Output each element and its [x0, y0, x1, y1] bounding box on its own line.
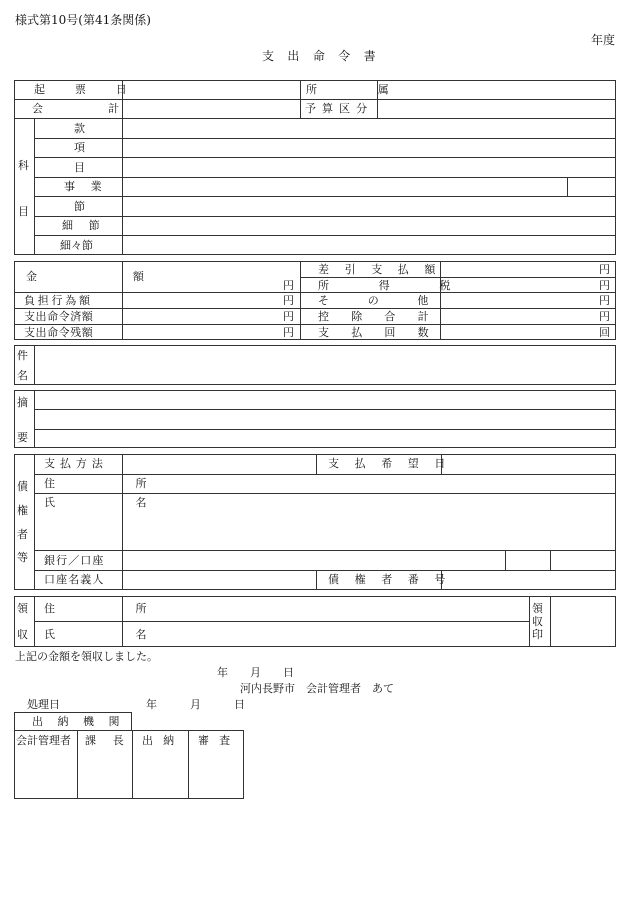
summary-box — [14, 390, 616, 448]
processing-date: 年 月 日 — [146, 698, 245, 711]
subject-mei: 名 — [17, 369, 28, 382]
saisetsu-label: 細 節 — [62, 219, 106, 232]
creditor-char-1: 債 — [17, 480, 28, 493]
setsu-label: 節 — [74, 200, 85, 213]
subject-box — [14, 345, 616, 385]
creditor-char-4: 等 — [17, 551, 28, 564]
accounting-label: 会 計 — [32, 102, 150, 115]
income-tax-label: 所 得 税 — [318, 279, 474, 292]
creditor-name-label: 氏 名 — [44, 496, 185, 509]
section-chief-label: 課 長 — [85, 734, 131, 747]
department-label: 所 属 — [306, 83, 418, 96]
net-payment-yen: 円 — [599, 263, 610, 276]
creditor-char-2: 権 — [17, 504, 28, 517]
draft-date-label: 起 票 日 — [34, 83, 140, 96]
subject-ken: 件 — [17, 349, 28, 362]
receipt-name-label: 氏 名 — [44, 628, 185, 641]
receipt-ryou: 領 — [17, 602, 28, 615]
processing-date-label: 処理日 — [27, 698, 60, 711]
creditor-char-3: 者 — [17, 528, 28, 541]
payment-count-label: 支 払 回 数 — [318, 326, 438, 339]
payment-method-label: 支払方法 — [44, 457, 108, 470]
budget-category-label: 予算区分 — [305, 102, 374, 115]
deduction-total-label: 控 除 合 計 — [318, 310, 438, 323]
receipt-seal-1: 領 — [532, 602, 543, 615]
summary-teki: 摘 — [17, 396, 28, 409]
burden-amount-label: 負担行為額 — [24, 294, 93, 307]
payment-count-unit: 回 — [599, 326, 610, 339]
burden-amount-yen: 円 — [283, 294, 294, 307]
bank-account-label: 銀行／口座 — [44, 554, 105, 567]
addressee: 河内長野市 会計管理者 あて — [240, 682, 394, 695]
paid-order-amount-label: 支出命令済額 — [24, 310, 94, 323]
creditor-number-label: 債 権 者 番 号 — [328, 573, 452, 586]
received-date: 年 月 日 — [217, 666, 294, 679]
fiscal-year: 年度 — [591, 33, 616, 47]
remaining-order-amount-label: 支出命令残額 — [24, 326, 94, 339]
summary-you: 要 — [17, 431, 28, 444]
treasury-organ-label: 出 納 機 関 — [32, 715, 125, 728]
amount-yen: 円 — [283, 279, 294, 292]
audit-label: 審 査 — [198, 734, 234, 747]
receipt-seal-3: 印 — [532, 628, 543, 641]
creditor-address-label: 住 所 — [44, 477, 185, 490]
desired-payment-date-label: 支 払 希 望 日 — [328, 457, 452, 470]
receipt-seal-2: 収 — [532, 615, 543, 628]
accounting-manager-label: 会計管理者 — [16, 734, 71, 747]
saisaisetsu-label: 細々節 — [60, 239, 93, 252]
received-statement: 上記の金額を領収しました。 — [15, 650, 158, 663]
remaining-order-amount-yen: 円 — [283, 326, 294, 339]
income-tax-yen: 円 — [599, 279, 610, 292]
jigyou-label: 事 業 — [64, 180, 108, 193]
other-label: そ の 他 — [318, 294, 446, 307]
deduction-total-yen: 円 — [599, 310, 610, 323]
cashier-label: 出 納 — [142, 734, 178, 747]
page-title: 支 出 命 令 書 — [262, 49, 381, 63]
other-yen: 円 — [599, 294, 610, 307]
subject-label-moku: 目 — [18, 205, 29, 218]
amount-label: 金 額 — [26, 270, 191, 283]
paid-order-amount-yen: 円 — [283, 310, 294, 323]
account-holder-label: 口座名義人 — [44, 573, 105, 586]
receipt-address-label: 住 所 — [44, 602, 185, 615]
kou-label: 項 — [74, 141, 85, 154]
form-number: 様式第10号(第41条関係) — [15, 13, 151, 27]
receipt-shuu: 収 — [17, 628, 28, 641]
net-payment-label: 差 引 支 払 額 — [318, 263, 442, 276]
kan-label: 款 — [74, 122, 85, 135]
subject-label-ka: 科 — [18, 159, 29, 172]
moku-label: 目 — [74, 161, 85, 174]
